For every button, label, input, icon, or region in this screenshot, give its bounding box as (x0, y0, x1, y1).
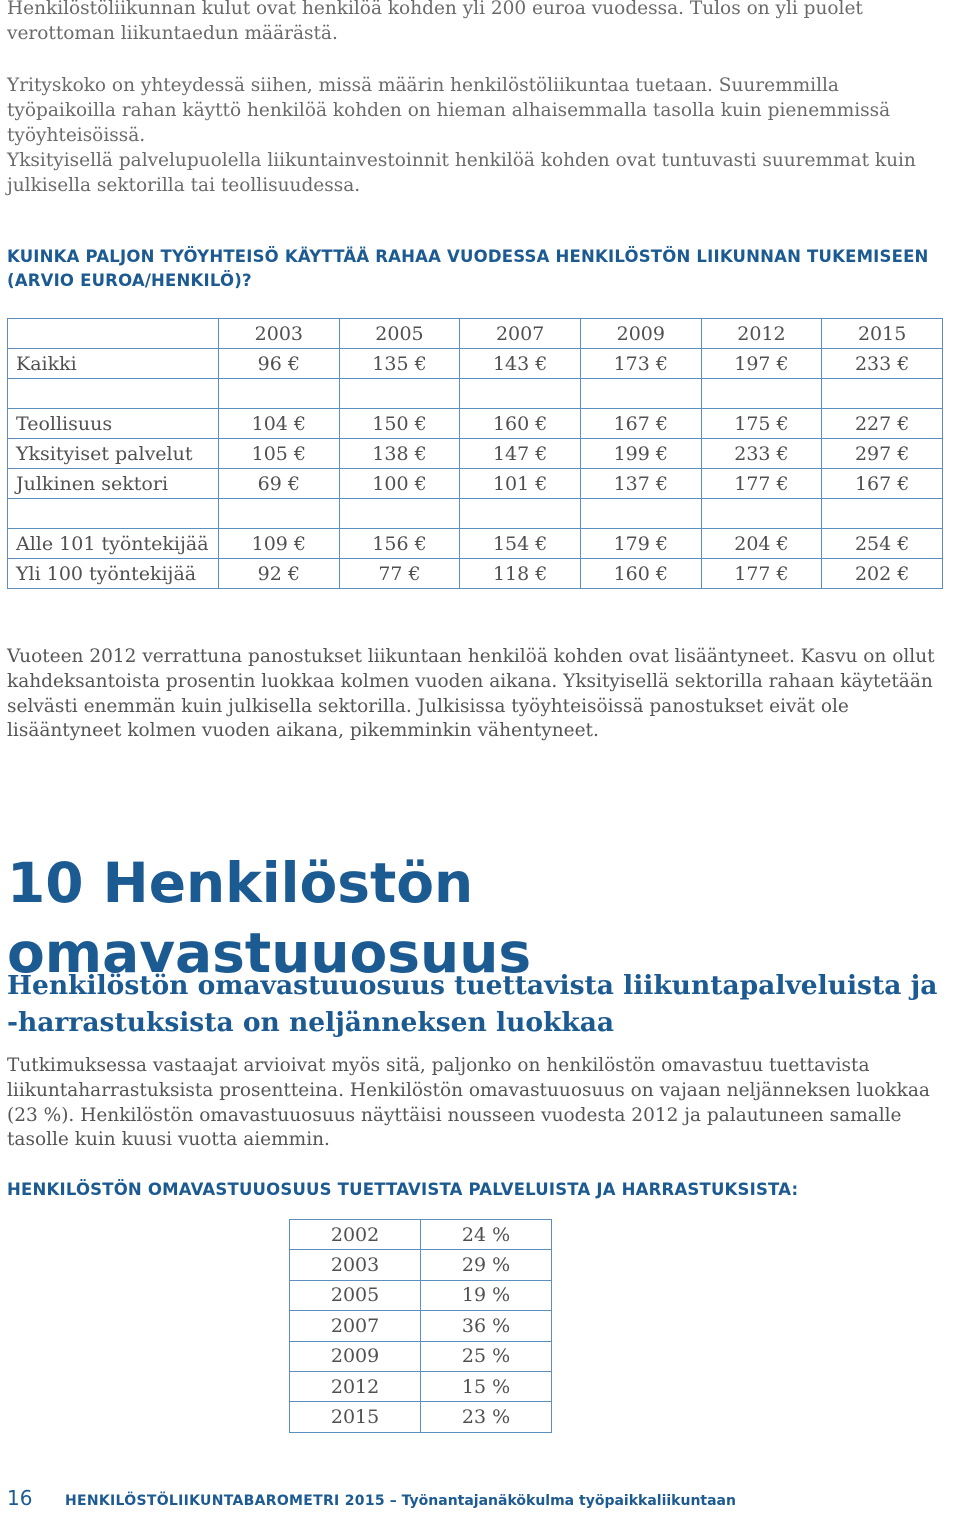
table-row (8, 349, 943, 379)
table-spacer-row (8, 379, 943, 409)
year-header: 2015 (822, 319, 943, 349)
page-number: 16 (7, 1486, 33, 1510)
table-cell: 160 € (580, 559, 701, 589)
table-cell: 150 € (339, 409, 460, 439)
year-header: 2009 (580, 319, 701, 349)
table-row (290, 1341, 552, 1371)
table-cell: 177 € (701, 559, 822, 589)
year-cell: 2005 (290, 1280, 421, 1310)
table-cell: 202 € (822, 559, 943, 589)
table-row (290, 1220, 552, 1250)
year-cell: 2015 (290, 1402, 421, 1432)
table-cell: 135 € (339, 349, 460, 379)
percent-cell: 15 % (421, 1371, 552, 1401)
table-cell: 104 € (219, 409, 340, 439)
table-cell: 100 € (339, 469, 460, 499)
table-corner-cell (8, 319, 219, 349)
table1-heading: KUINKA PALJON TYÖYHTEISÖ KÄYTTÄÄ RAHAA VUODESSA HENKILÖSTÖN LIIKUNNAN TUKEMISEEN (ARVIO EUROA/HENKILÖ)? (7, 247, 929, 290)
table-cell: 233 € (701, 439, 822, 469)
table-cell: 254 € (822, 529, 943, 559)
table-row (290, 1371, 552, 1401)
table-cell: 154 € (460, 529, 581, 559)
row-label: Julkinen sektori (8, 469, 219, 499)
table-row (290, 1311, 552, 1341)
table-cell: 173 € (580, 349, 701, 379)
table-cell: 92 € (219, 559, 340, 589)
self-share-table (289, 1219, 552, 1433)
table-cell: 233 € (822, 349, 943, 379)
percent-cell: 36 % (421, 1311, 552, 1341)
table-cell: 177 € (701, 469, 822, 499)
year-cell: 2009 (290, 1341, 421, 1371)
page-footer (7, 1486, 947, 1510)
table-cell: 227 € (822, 409, 943, 439)
percent-cell: 25 % (421, 1341, 552, 1371)
table-cell: 156 € (339, 529, 460, 559)
intro-paragraph-1: Henkilöstöliikunnan kulut ovat henkilöä kohden yli 200 euroa vuodessa. Tulos on yli puolet verottoman liikuntaedun määrästä. (7, 0, 863, 44)
year-cell: 2003 (290, 1250, 421, 1280)
analysis-paragraph: Vuoteen 2012 verrattuna panostukset liikuntaan henkilöä kohden ovat lisääntyneet. Kasvu on ollut kahdeksantoista prosentin luokkaa kolmen vuoden aikana. Yksityisellä sektorilla rahaan käytetään selvästi enemmän kuin julkisella sektorilla. Julkisissa työyhteisöissä panostukset eivät ole lisääntyneet kolmen vuoden aikana, pikemminkin vähentyneet. (7, 646, 935, 742)
table-cell: 138 € (339, 439, 460, 469)
table-cell: 199 € (580, 439, 701, 469)
table-cell: 77 € (339, 559, 460, 589)
table-cell: 143 € (460, 349, 581, 379)
publication-subtitle: Työnantajanäkökulma työpaikkaliikuntaan (401, 1493, 736, 1509)
table-cell: 167 € (822, 469, 943, 499)
year-header: 2007 (460, 319, 581, 349)
section-subtitle: Henkilöstön omavastuuosuus tuettavista liikuntapalveluista ja -harrastuksista on neljänneksen luokkaa (7, 970, 938, 1038)
year-cell: 2002 (290, 1220, 421, 1250)
table-cell: 118 € (460, 559, 581, 589)
year-cell: 2012 (290, 1371, 421, 1401)
table2-heading: HENKILÖSTÖN OMAVASTUUOSUUS TUETTAVISTA PALVELUISTA JA HARRASTUKSISTA: (7, 1180, 799, 1199)
year-header: 2012 (701, 319, 822, 349)
table-cell: 105 € (219, 439, 340, 469)
table-row (290, 1402, 552, 1432)
spending-table (7, 318, 943, 589)
footer-dash: – (384, 1493, 402, 1509)
table-row (8, 409, 943, 439)
year-header: 2003 (219, 319, 340, 349)
percent-cell: 24 % (421, 1220, 552, 1250)
table-cell: 69 € (219, 469, 340, 499)
table-spacer-row (8, 499, 943, 529)
row-label: Alle 101 työntekijää (8, 529, 219, 559)
section-paragraph: Tutkimuksessa vastaajat arvioivat myös sitä, paljonko on henkilöstön omavastuu tuettavista liikuntaharrastuksista prosentteina. Henkilöstön omavastuuosuus on vajaan neljänneksen luokkaa (23 %). Henkilöstön omavastuuosuus näyttäisi nousseen vuodesta 2012 ja palautuneen samalle tasolle kuin kuusi vuotta aiemmin. (7, 1055, 930, 1151)
table-cell: 297 € (822, 439, 943, 469)
table-cell: 137 € (580, 469, 701, 499)
table-row (290, 1250, 552, 1280)
row-label: Yli 100 työntekijää (8, 559, 219, 589)
intro-paragraph-3: Yksityisellä palvelupuolella liikuntainvestoinnit henkilöä kohden ovat tuntuvasti suuremmat kuin julkisella sektorilla tai teollisuudessa. (7, 150, 916, 196)
table-cell: 204 € (701, 529, 822, 559)
table-cell: 175 € (701, 409, 822, 439)
table-cell: 147 € (460, 439, 581, 469)
table-row (290, 1280, 552, 1310)
intro-paragraph-2: Yrityskoko on yhteydessä siihen, missä määrin henkilöstöliikuntaa tuetaan. Suuremmilla työpaikoilla rahan käyttö henkilöä kohden on hieman alhaisemmalla tasolla kuin pienemmissä työyhteisöissä. (7, 75, 891, 146)
percent-cell: 23 % (421, 1402, 552, 1432)
table-cell: 96 € (219, 349, 340, 379)
table-header-row (8, 319, 943, 349)
publication-name: HENKILÖSTÖLIIKUNTABAROMETRI 2015 (65, 1493, 385, 1509)
row-label: Yksityiset palvelut (8, 439, 219, 469)
row-label: Teollisuus (8, 409, 219, 439)
percent-cell: 19 % (421, 1280, 552, 1310)
table-row (8, 529, 943, 559)
year-header: 2005 (339, 319, 460, 349)
table-row (8, 559, 943, 589)
row-label: Kaikki (8, 349, 219, 379)
table-cell: 179 € (580, 529, 701, 559)
year-cell: 2007 (290, 1311, 421, 1341)
table-cell: 101 € (460, 469, 581, 499)
table-row (8, 469, 943, 499)
section-title: 10 Henkilöstön omavastuuosuus (7, 851, 532, 985)
table-cell: 160 € (460, 409, 581, 439)
table-cell: 167 € (580, 409, 701, 439)
table-cell: 197 € (701, 349, 822, 379)
table-row (8, 439, 943, 469)
percent-cell: 29 % (421, 1250, 552, 1280)
table-cell: 109 € (219, 529, 340, 559)
